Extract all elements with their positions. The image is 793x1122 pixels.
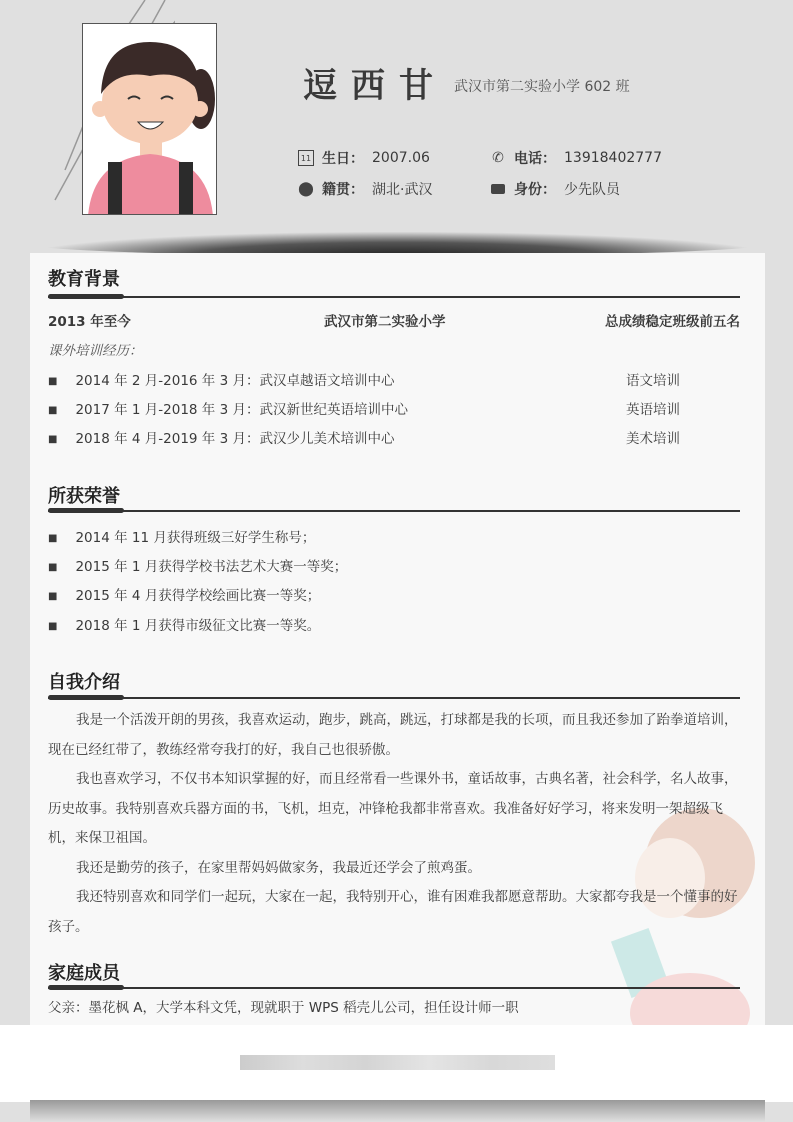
- honors-title: 所获荣誉: [48, 486, 120, 507]
- family-title: 家庭成员: [48, 963, 120, 984]
- identity-info: 身份： 少先队员: [490, 179, 620, 199]
- resume-body: [30, 253, 765, 1053]
- section-divider: [48, 296, 740, 298]
- student-name: 逗西甘: [303, 66, 447, 106]
- training-type: 语文培训: [626, 373, 680, 389]
- id-card-icon: [490, 181, 506, 197]
- avatar-photo: [82, 23, 217, 215]
- training-type: 英语培训: [626, 402, 680, 418]
- education-title: 教育背景: [48, 269, 120, 290]
- birth-info: 11 生日： 2007.06: [298, 148, 430, 168]
- bottom-shadow: [30, 1100, 765, 1122]
- training-item: ■ 2018 年 4 月-2019 年 3 月：武汉少儿美术培训中心: [48, 427, 394, 447]
- training-item: ■ 2017 年 1 月-2018 年 3 月：武汉新世纪英语培训中心: [48, 398, 408, 418]
- section-divider: [48, 987, 740, 989]
- blurred-watermark: [240, 1055, 555, 1070]
- origin-info: ⬤ 籍贯： 湖北·武汉: [298, 181, 433, 198]
- honor-item: ■ 2014 年 11 月获得班级三好学生称号；: [48, 526, 315, 546]
- section-divider: [48, 697, 740, 699]
- phone-info: ✆ 电话： 13918402777: [490, 148, 662, 168]
- education-row: 2013 年至今 武汉市第二实验小学 总成绩稳定班级前五名: [48, 314, 740, 330]
- location-pin-icon: ⬤: [298, 181, 314, 197]
- training-item: ■ 2014 年 2 月-2016 年 3 月：武汉卓越语文培训中心: [48, 369, 394, 389]
- family-father: 父亲：墨花枫 A，大学本科文凭，现就职于 WPS 稻壳儿公司，担任设计师一职: [48, 1000, 519, 1016]
- honor-item: ■ 2015 年 4 月获得学校绘画比赛一等奖；: [48, 584, 320, 604]
- class-info: 武汉市第二实验小学 602 班: [454, 79, 630, 95]
- section-divider: [48, 510, 740, 512]
- calendar-icon: 11: [298, 150, 314, 166]
- training-type: 美术培训: [626, 431, 680, 447]
- intro-title: 自我介绍: [48, 672, 120, 693]
- training-label: 课外培训经历：: [48, 343, 143, 359]
- phone-icon: ✆: [492, 150, 504, 166]
- honor-item: ■ 2018 年 1 月获得市级征文比赛一等奖。: [48, 614, 320, 634]
- intro-text: 我是一个活泼开朗的男孩，我喜欢运动，跑步，跳高，跳远，打球都是我的长项，而且我还参加了跆拳道培训，现在已经红带了，教练经常夸我打的好，我自己也很骄傲。 我也喜欢学习，不仅书本知识掌握的好，而且经常看一些课外书，童话故事，古典名著，社会科学，名人故事，历史故事。我特别喜欢兵器方面的书，飞机，坦克，冲锋枪我都非常喜欢。我准备好好学习，将来发明一架超级飞机，来保卫祖国。 我还是勤劳的孩子，在家里帮妈妈做家务，我最近还学会了煎鸡蛋。 我还特别喜欢和同学们一起玩，大家在一起，我特别开心，谁有困难我都愿意帮助。大家都夸我是一个懂事的好孩子。: [48, 712, 738, 935]
- footer-overlay: [0, 1025, 793, 1102]
- honor-item: ■ 2015 年 1 月获得学校书法艺术大赛一等奖；: [48, 555, 347, 575]
